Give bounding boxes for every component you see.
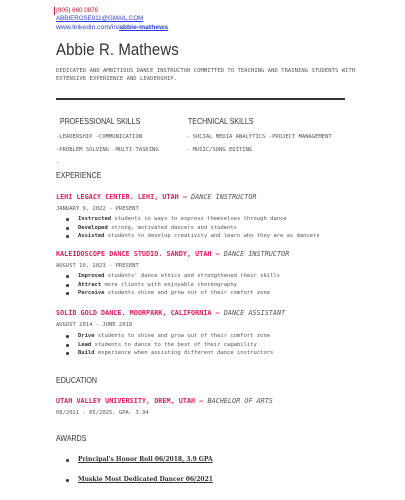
job-bullet-list	[66, 332, 273, 358]
job-employer: LEHI LEGACY CENTER. LEHI, UTAH	[56, 193, 179, 201]
professional-skill-line: -LEADERSHIP -COMMUNICATION	[56, 134, 143, 140]
job-title-line: SOLID GOLD DANCE. MOORPARK, CALIFORNIA — DANCE ASSISTANT	[56, 309, 286, 317]
job-role: DANCE ASSISTANT	[223, 309, 286, 317]
list-item: Perceive students shine and grow out of their comfort zone	[66, 289, 280, 298]
job-title-line: LEHI LEGACY CENTER. LEHI, UTAH — DANCE INSTRUCTOR	[56, 193, 257, 201]
education-heading: EDUCATION	[56, 376, 97, 385]
phone-accent-bar	[54, 7, 55, 15]
technical-skills-heading: TECHNICAL SKILLS	[188, 117, 254, 126]
award-item: Muskie Most Dedicated Dancer 06/2021	[66, 476, 213, 483]
list-item: Lead students to dance to the best of their capability	[66, 341, 273, 350]
summary-text: DEDICATED AND AMBITIOUS DANCE INSTRUCTOR COMMITTED TO TEACHING AND TRAINING STUDENTS WITH EXTENSIVE EXPERIENCE AND LEADERSHIP.	[56, 68, 356, 82]
job-employer: KALEIDOSCOPE DANCE STUDIO. SANDY, UTAH	[56, 250, 212, 258]
technical-skill-line: - SOCIAL MEDIA ANALYTICS -PROJECT MANAGEMENT	[186, 134, 332, 140]
award-item: Principal's Honor Roll 06/2018, 3.9 GPA	[66, 456, 213, 463]
job-bullet-list	[66, 215, 320, 241]
section-divider	[56, 98, 345, 100]
list-item: Build experience when assisting different dance instructors	[66, 349, 273, 358]
job-employer: SOLID GOLD DANCE. MOORPARK, CALIFORNIA	[56, 309, 212, 317]
job-dates: AUGUST 10, 2023 - PRESENT	[56, 263, 139, 269]
education-degree: BACHELOR OF ARTS	[207, 397, 273, 405]
technical-skill-line: - MUSIC/SONG EDITING	[186, 147, 253, 153]
linkedin-prefix: www.linkedin.com/in/	[56, 24, 120, 31]
job-bullet-list	[66, 272, 280, 298]
list-item: Attract more clients with enjoyable choreography	[66, 281, 280, 290]
linkedin-handle: abbie-mathews	[119, 24, 169, 31]
list-item: Instructed students in ways to express themselves through dance	[66, 215, 320, 224]
job-dates: AUGUST 2014 - JUNE 2018	[56, 322, 133, 328]
resume-name: Abbie R. Mathews	[56, 40, 179, 59]
experience-heading: EXPERIENCE	[56, 171, 102, 180]
job-dates: JANUARY 9, 2022 - PRESENT	[56, 206, 139, 212]
contact-email-link[interactable]: ABBIEROSE911@GMAIL.COM	[56, 15, 144, 22]
contact-phone: (805) 660 0876	[56, 7, 98, 14]
job-role: DANCE INSTRUCTOR	[223, 250, 290, 258]
list-item: Developed strong, motivated dancers and students	[66, 224, 320, 233]
education-title-line: UTAH VALLEY UNIVERSITY, OREM, UTAH — BACHELOR OF ARTS	[56, 397, 273, 405]
awards-heading: AWARDS	[56, 434, 87, 443]
education-school: UTAH VALLEY UNIVERSITY, OREM, UTAH	[56, 397, 196, 405]
professional-skill-line: -PROBLEM SOLVING -MULTI-TASKING	[56, 147, 159, 153]
list-item: Drive students to shine and grow out of their comfort zone	[66, 332, 273, 341]
list-item: Improved students' dance ethics and strengthened their skills	[66, 272, 280, 281]
job-role: DANCE INSTRUCTOR	[191, 193, 257, 201]
contact-linkedin-link[interactable]	[56, 24, 168, 32]
education-dates: 08/2021 - 05/2025, GPA- 3.94	[56, 410, 149, 416]
list-item: Assisted students to develop creativity and learn who they are as dancers	[66, 232, 320, 241]
job-title-line: KALEIDOSCOPE DANCE STUDIO. SANDY, UTAH — DANCE INSTRUCTOR	[56, 250, 290, 258]
professional-skills-heading: PROFESSIONAL SKILLS	[60, 117, 141, 126]
stray-dot: .	[56, 158, 60, 165]
